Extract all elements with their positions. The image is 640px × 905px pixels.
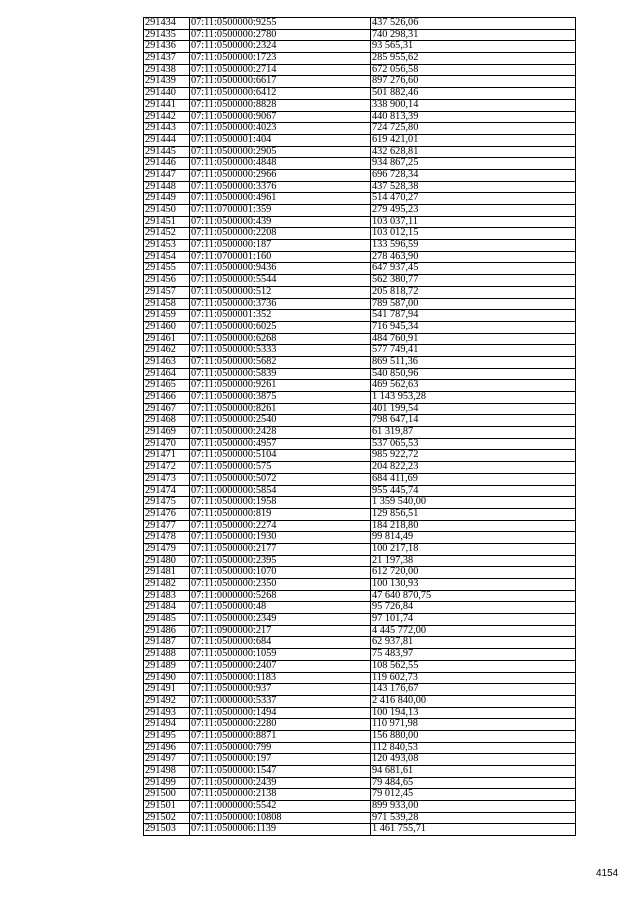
row-number-cell: 291444 xyxy=(144,134,190,146)
table-row xyxy=(144,450,576,462)
table-row xyxy=(144,64,576,76)
value-cell: 985 922,72 xyxy=(371,450,576,462)
row-number-cell: 291436 xyxy=(144,41,190,53)
value-cell: 672 056,58 xyxy=(371,64,576,76)
row-number-cell: 291490 xyxy=(144,672,190,684)
cadastral-number-cell: 07:11:0500000:937 xyxy=(190,684,371,696)
table-row xyxy=(144,169,576,181)
value-cell: 61 319,87 xyxy=(371,427,576,439)
row-number-cell: 291493 xyxy=(144,707,190,719)
row-number-cell: 291478 xyxy=(144,532,190,544)
row-number-cell: 291456 xyxy=(144,275,190,287)
cadastral-number-cell: 07:11:0500000:819 xyxy=(190,508,371,520)
table-row xyxy=(144,555,576,567)
table-row xyxy=(144,801,576,813)
table-row xyxy=(144,824,576,836)
value-cell: 440 813,39 xyxy=(371,111,576,123)
row-number-cell: 291452 xyxy=(144,228,190,240)
row-number-cell: 291467 xyxy=(144,403,190,415)
cadastral-number-cell: 07:11:0500000:2280 xyxy=(190,719,371,731)
cadastral-number-cell: 07:11:0500000:2540 xyxy=(190,415,371,427)
row-number-cell: 291475 xyxy=(144,497,190,509)
table-row xyxy=(144,532,576,544)
table-row xyxy=(144,695,576,707)
cadastral-number-cell: 07:11:0500000:2395 xyxy=(190,555,371,567)
table-row xyxy=(144,649,576,661)
value-cell: 696 728,34 xyxy=(371,169,576,181)
table-row xyxy=(144,415,576,427)
value-cell: 577 749,41 xyxy=(371,345,576,357)
row-number-cell: 291464 xyxy=(144,368,190,380)
cadastral-number-cell: 07:11:0500000:575 xyxy=(190,462,371,474)
cadastral-number-cell: 07:11:0500000:5839 xyxy=(190,368,371,380)
value-cell: 119 602,73 xyxy=(371,672,576,684)
table-row xyxy=(144,777,576,789)
row-number-cell: 291483 xyxy=(144,590,190,602)
value-cell: 798 647,14 xyxy=(371,415,576,427)
row-number-cell: 291480 xyxy=(144,555,190,567)
cadastral-number-cell: 07:11:0500000:5333 xyxy=(190,345,371,357)
table-row xyxy=(144,754,576,766)
cadastral-number-cell: 07:11:0500000:5104 xyxy=(190,450,371,462)
cadastral-number-cell: 07:11:0500000:2177 xyxy=(190,543,371,555)
cadastral-number-cell: 07:11:0500000:2274 xyxy=(190,520,371,532)
row-number-cell: 291458 xyxy=(144,298,190,310)
row-number-cell: 291495 xyxy=(144,730,190,742)
row-number-cell: 291496 xyxy=(144,742,190,754)
table-row xyxy=(144,730,576,742)
row-number-cell: 291437 xyxy=(144,53,190,65)
row-number-cell: 291479 xyxy=(144,543,190,555)
row-number-cell: 291492 xyxy=(144,695,190,707)
cadastral-number-cell: 07:11:0500000:2439 xyxy=(190,777,371,789)
value-cell: 103 037,11 xyxy=(371,216,576,228)
row-number-cell: 291489 xyxy=(144,660,190,672)
row-number-cell: 291466 xyxy=(144,392,190,404)
row-number-cell: 291500 xyxy=(144,789,190,801)
table-row xyxy=(144,216,576,228)
value-cell: 401 199,54 xyxy=(371,403,576,415)
table-row xyxy=(144,146,576,158)
value-cell: 103 012,15 xyxy=(371,228,576,240)
row-number-cell: 291450 xyxy=(144,205,190,217)
table-row xyxy=(144,181,576,193)
row-number-cell: 291498 xyxy=(144,766,190,778)
cadastral-number-cell: 07:11:0500000:48 xyxy=(190,602,371,614)
row-number-cell: 291470 xyxy=(144,438,190,450)
cadastral-number-cell: 07:11:0700001:160 xyxy=(190,251,371,263)
value-cell: 1 461 755,71 xyxy=(371,824,576,836)
value-cell: 1 359 540,00 xyxy=(371,497,576,509)
table-row xyxy=(144,286,576,298)
value-cell: 869 511,36 xyxy=(371,356,576,368)
table-row xyxy=(144,614,576,626)
cadastral-number-cell: 07:11:0500000:8261 xyxy=(190,403,371,415)
cadastral-number-cell: 07:11:0500000:2208 xyxy=(190,228,371,240)
value-cell: 79 484,65 xyxy=(371,777,576,789)
value-cell: 100 130,93 xyxy=(371,579,576,591)
row-number-cell: 291473 xyxy=(144,473,190,485)
row-number-cell: 291449 xyxy=(144,193,190,205)
cadastral-number-cell: 07:11:0500000:3875 xyxy=(190,392,371,404)
cadastral-number-cell: 07:11:0500000:10808 xyxy=(190,812,371,824)
table-row xyxy=(144,251,576,263)
value-cell: 112 840,53 xyxy=(371,742,576,754)
table-row xyxy=(144,579,576,591)
row-number-cell: 291438 xyxy=(144,64,190,76)
table-row xyxy=(144,719,576,731)
cadastral-number-cell: 07:11:0500000:6412 xyxy=(190,88,371,100)
cadastral-number-cell: 07:11:0000000:5337 xyxy=(190,695,371,707)
table-row xyxy=(144,742,576,754)
table-row xyxy=(144,53,576,65)
value-cell: 562 380,77 xyxy=(371,275,576,287)
table-row xyxy=(144,111,576,123)
value-cell: 789 587,00 xyxy=(371,298,576,310)
table-row xyxy=(144,684,576,696)
row-number-cell: 291469 xyxy=(144,427,190,439)
table-row xyxy=(144,473,576,485)
cadastral-number-cell: 07:11:0500000:6025 xyxy=(190,321,371,333)
cadastral-number-cell: 07:11:0500000:9261 xyxy=(190,380,371,392)
cadastral-number-cell: 07:11:0500000:9436 xyxy=(190,263,371,275)
value-cell: 108 562,55 xyxy=(371,660,576,672)
cadastral-number-cell: 07:11:0500000:2780 xyxy=(190,29,371,41)
cadastral-number-cell: 07:11:0500000:439 xyxy=(190,216,371,228)
value-cell: 47 640 870,75 xyxy=(371,590,576,602)
value-cell: 100 194,13 xyxy=(371,707,576,719)
value-cell: 133 596,59 xyxy=(371,240,576,252)
row-number-cell: 291439 xyxy=(144,76,190,88)
row-number-cell: 291440 xyxy=(144,88,190,100)
row-number-cell: 291435 xyxy=(144,29,190,41)
table-row xyxy=(144,637,576,649)
value-cell: 897 276,60 xyxy=(371,76,576,88)
row-number-cell: 291499 xyxy=(144,777,190,789)
row-number-cell: 291462 xyxy=(144,345,190,357)
cadastral-number-cell: 07:11:0500001:404 xyxy=(190,134,371,146)
row-number-cell: 291476 xyxy=(144,508,190,520)
cadastral-number-cell: 07:11:0500000:8828 xyxy=(190,99,371,111)
cadastral-number-cell: 07:11:0500000:684 xyxy=(190,637,371,649)
value-cell: 469 562,63 xyxy=(371,380,576,392)
cadastral-number-cell: 07:11:0500000:4848 xyxy=(190,158,371,170)
row-number-cell: 291455 xyxy=(144,263,190,275)
table-row xyxy=(144,602,576,614)
value-cell: 62 937,81 xyxy=(371,637,576,649)
row-number-cell: 291482 xyxy=(144,579,190,591)
table-row xyxy=(144,123,576,135)
table-row xyxy=(144,321,576,333)
value-cell: 971 539,28 xyxy=(371,812,576,824)
table-row xyxy=(144,298,576,310)
row-number-cell: 291442 xyxy=(144,111,190,123)
table-row xyxy=(144,368,576,380)
value-cell: 95 726,84 xyxy=(371,602,576,614)
cadastral-number-cell: 07:11:0000000:5268 xyxy=(190,590,371,602)
row-number-cell: 291491 xyxy=(144,684,190,696)
cadastral-number-cell: 07:11:0500000:9255 xyxy=(190,18,371,30)
table-row xyxy=(144,672,576,684)
table-row xyxy=(144,193,576,205)
value-cell: 94 681,61 xyxy=(371,766,576,778)
value-cell: 99 814,49 xyxy=(371,532,576,544)
table-row xyxy=(144,392,576,404)
row-number-cell: 291446 xyxy=(144,158,190,170)
table-row xyxy=(144,275,576,287)
table-row xyxy=(144,356,576,368)
value-cell: 129 856,51 xyxy=(371,508,576,520)
table-row xyxy=(144,567,576,579)
cadastral-number-cell: 07:11:0500000:197 xyxy=(190,754,371,766)
cadastral-number-cell: 07:11:0500000:6268 xyxy=(190,333,371,345)
value-cell: 120 493,08 xyxy=(371,754,576,766)
value-cell: 612 720,00 xyxy=(371,567,576,579)
table-row xyxy=(144,543,576,555)
row-number-cell: 291448 xyxy=(144,181,190,193)
cadastral-value-table xyxy=(143,17,576,836)
cadastral-number-cell: 07:11:0500000:512 xyxy=(190,286,371,298)
table-row xyxy=(144,41,576,53)
row-number-cell: 291494 xyxy=(144,719,190,731)
value-cell: 97 101,74 xyxy=(371,614,576,626)
cadastral-number-cell: 07:11:0500000:8871 xyxy=(190,730,371,742)
value-cell: 143 176,67 xyxy=(371,684,576,696)
row-number-cell: 291472 xyxy=(144,462,190,474)
row-number-cell: 291485 xyxy=(144,614,190,626)
cadastral-number-cell: 07:11:0500000:2714 xyxy=(190,64,371,76)
value-cell: 484 760,91 xyxy=(371,333,576,345)
cadastral-number-cell: 07:11:0500000:2138 xyxy=(190,789,371,801)
row-number-cell: 291481 xyxy=(144,567,190,579)
row-number-cell: 291484 xyxy=(144,602,190,614)
cadastral-number-cell: 07:11:0500000:1183 xyxy=(190,672,371,684)
row-number-cell: 291443 xyxy=(144,123,190,135)
row-number-cell: 291471 xyxy=(144,450,190,462)
row-number-cell: 291460 xyxy=(144,321,190,333)
row-number-cell: 291465 xyxy=(144,380,190,392)
value-cell: 278 463,90 xyxy=(371,251,576,263)
row-number-cell: 291457 xyxy=(144,286,190,298)
row-number-cell: 291453 xyxy=(144,240,190,252)
value-cell: 432 628,81 xyxy=(371,146,576,158)
table-row xyxy=(144,76,576,88)
value-cell: 21 197,38 xyxy=(371,555,576,567)
table-row xyxy=(144,228,576,240)
table-row xyxy=(144,134,576,146)
value-cell: 4 445 772,00 xyxy=(371,625,576,637)
cadastral-number-cell: 07:11:0500000:2905 xyxy=(190,146,371,158)
table-row xyxy=(144,485,576,497)
cadastral-number-cell: 07:11:0500000:799 xyxy=(190,742,371,754)
cadastral-number-cell: 07:11:0500000:2349 xyxy=(190,614,371,626)
table-row xyxy=(144,345,576,357)
value-cell: 75 483,97 xyxy=(371,649,576,661)
cadastral-number-cell: 07:11:0500000:4961 xyxy=(190,193,371,205)
row-number-cell: 291441 xyxy=(144,99,190,111)
value-cell: 93 565,31 xyxy=(371,41,576,53)
cadastral-number-cell: 07:11:0500001:352 xyxy=(190,310,371,322)
table-body xyxy=(144,18,576,836)
table-row xyxy=(144,707,576,719)
cadastral-number-cell: 07:11:0500000:6617 xyxy=(190,76,371,88)
table-row xyxy=(144,590,576,602)
row-number-cell: 291486 xyxy=(144,625,190,637)
table-row xyxy=(144,766,576,778)
table-row xyxy=(144,497,576,509)
cadastral-number-cell: 07:11:0500000:1494 xyxy=(190,707,371,719)
table-row xyxy=(144,789,576,801)
value-cell: 156 880,00 xyxy=(371,730,576,742)
cadastral-number-cell: 07:11:0500000:1059 xyxy=(190,649,371,661)
cadastral-number-cell: 07:11:0500000:3736 xyxy=(190,298,371,310)
cadastral-number-cell: 07:11:0000000:5542 xyxy=(190,801,371,813)
cadastral-number-cell: 07:11:0500000:9067 xyxy=(190,111,371,123)
row-number-cell: 291447 xyxy=(144,169,190,181)
table-row xyxy=(144,625,576,637)
value-cell: 619 421,01 xyxy=(371,134,576,146)
row-number-cell: 291503 xyxy=(144,824,190,836)
value-cell: 955 445,74 xyxy=(371,485,576,497)
table-row xyxy=(144,403,576,415)
table-row xyxy=(144,520,576,532)
row-number-cell: 291459 xyxy=(144,310,190,322)
value-cell: 184 218,80 xyxy=(371,520,576,532)
cadastral-number-cell: 07:11:0500000:1070 xyxy=(190,567,371,579)
cadastral-number-cell: 07:11:0500000:4957 xyxy=(190,438,371,450)
cadastral-number-cell: 07:11:0500006:1139 xyxy=(190,824,371,836)
cadastral-number-cell: 07:11:0500000:2350 xyxy=(190,579,371,591)
value-cell: 110 971,98 xyxy=(371,719,576,731)
cadastral-number-cell: 07:11:0500000:5072 xyxy=(190,473,371,485)
cadastral-number-cell: 07:11:0500000:3376 xyxy=(190,181,371,193)
value-cell: 285 955,62 xyxy=(371,53,576,65)
table-row xyxy=(144,333,576,345)
cadastral-number-cell: 07:11:0500000:1723 xyxy=(190,53,371,65)
cadastral-number-cell: 07:11:0500000:4023 xyxy=(190,123,371,135)
cadastral-number-cell: 07:11:0500000:1958 xyxy=(190,497,371,509)
cadastral-number-cell: 07:11:0500000:1930 xyxy=(190,532,371,544)
cadastral-number-cell: 07:11:0900000:217 xyxy=(190,625,371,637)
row-number-cell: 291502 xyxy=(144,812,190,824)
value-cell: 100 217,18 xyxy=(371,543,576,555)
row-number-cell: 291497 xyxy=(144,754,190,766)
row-number-cell: 291454 xyxy=(144,251,190,263)
value-cell: 1 143 953,28 xyxy=(371,392,576,404)
value-cell: 279 495,23 xyxy=(371,205,576,217)
table-row xyxy=(144,29,576,41)
row-number-cell: 291434 xyxy=(144,18,190,30)
table-row xyxy=(144,438,576,450)
value-cell: 437 526,06 xyxy=(371,18,576,30)
cadastral-number-cell: 07:11:0500000:1547 xyxy=(190,766,371,778)
row-number-cell: 291468 xyxy=(144,415,190,427)
value-cell: 540 850,96 xyxy=(371,368,576,380)
value-cell: 2 416 840,00 xyxy=(371,695,576,707)
table-row xyxy=(144,263,576,275)
table-row xyxy=(144,812,576,824)
row-number-cell: 291445 xyxy=(144,146,190,158)
row-number-cell: 291451 xyxy=(144,216,190,228)
value-cell: 514 470,27 xyxy=(371,193,576,205)
cadastral-number-cell: 07:11:0500000:5544 xyxy=(190,275,371,287)
value-cell: 537 065,53 xyxy=(371,438,576,450)
table-row xyxy=(144,660,576,672)
table-row xyxy=(144,18,576,30)
row-number-cell: 291463 xyxy=(144,356,190,368)
cadastral-number-cell: 07:11:0500000:5682 xyxy=(190,356,371,368)
value-cell: 79 012,45 xyxy=(371,789,576,801)
table-row xyxy=(144,310,576,322)
cadastral-number-cell: 07:11:0500000:2407 xyxy=(190,660,371,672)
value-cell: 647 937,45 xyxy=(371,263,576,275)
table-row xyxy=(144,99,576,111)
table-row xyxy=(144,462,576,474)
value-cell: 205 818,72 xyxy=(371,286,576,298)
table-row xyxy=(144,88,576,100)
cadastral-number-cell: 07:11:0500000:187 xyxy=(190,240,371,252)
value-cell: 437 528,38 xyxy=(371,181,576,193)
value-cell: 501 882,46 xyxy=(371,88,576,100)
table-row xyxy=(144,427,576,439)
cadastral-number-cell: 07:11:0500000:2428 xyxy=(190,427,371,439)
cadastral-number-cell: 07:11:0700001:359 xyxy=(190,205,371,217)
value-cell: 541 787,94 xyxy=(371,310,576,322)
row-number-cell: 291477 xyxy=(144,520,190,532)
row-number-cell: 291487 xyxy=(144,637,190,649)
table-row xyxy=(144,380,576,392)
cadastral-number-cell: 07:11:0500000:2966 xyxy=(190,169,371,181)
table-row xyxy=(144,158,576,170)
value-cell: 899 933,00 xyxy=(371,801,576,813)
table-row xyxy=(144,240,576,252)
row-number-cell: 291474 xyxy=(144,485,190,497)
value-cell: 934 867,25 xyxy=(371,158,576,170)
value-cell: 740 298,31 xyxy=(371,29,576,41)
value-cell: 204 822,23 xyxy=(371,462,576,474)
row-number-cell: 291501 xyxy=(144,801,190,813)
page-number: 4154 xyxy=(596,868,619,879)
cadastral-number-cell: 07:11:0000000:5854 xyxy=(190,485,371,497)
value-cell: 684 411,69 xyxy=(371,473,576,485)
table-row xyxy=(144,205,576,217)
value-cell: 716 945,34 xyxy=(371,321,576,333)
value-cell: 338 900,14 xyxy=(371,99,576,111)
value-cell: 724 725,80 xyxy=(371,123,576,135)
row-number-cell: 291488 xyxy=(144,649,190,661)
table-row xyxy=(144,508,576,520)
cadastral-number-cell: 07:11:0500000:2324 xyxy=(190,41,371,53)
row-number-cell: 291461 xyxy=(144,333,190,345)
